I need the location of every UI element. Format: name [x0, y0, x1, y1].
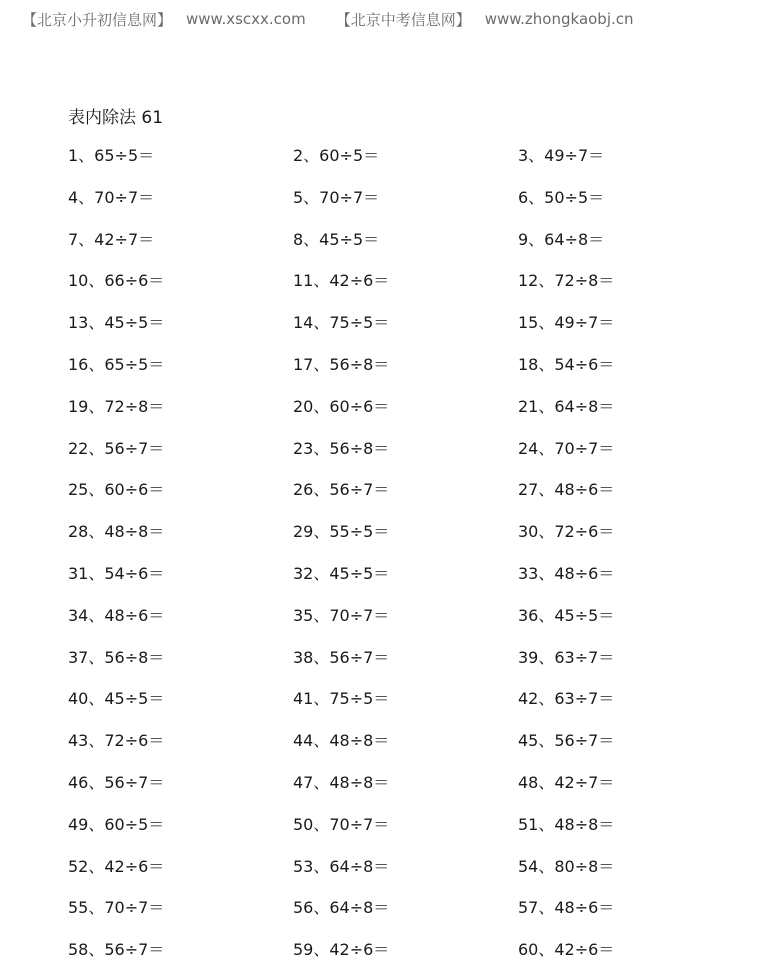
problem-item: 4、70÷7＝	[68, 187, 155, 207]
problem-item: 57、48÷6＝	[518, 898, 615, 918]
problem-item: 32、45÷5＝	[293, 563, 390, 583]
problem-item: 52、42÷6＝	[68, 856, 165, 876]
problem-item: 21、64÷8＝	[518, 396, 615, 416]
problem-item: 54、80÷8＝	[518, 856, 615, 876]
problem-item: 53、64÷8＝	[293, 856, 390, 876]
problem-item: 58、56÷7＝	[68, 940, 165, 960]
problem-item: 45、56÷7＝	[518, 731, 615, 751]
problem-item: 55、70÷7＝	[68, 898, 165, 918]
problem-grid	[68, 144, 768, 980]
problem-item: 39、63÷7＝	[518, 647, 615, 667]
problem-item: 12、72÷8＝	[518, 271, 615, 291]
problem-item: 5、70÷7＝	[293, 187, 380, 207]
page-title: 表内除法 61	[68, 108, 164, 128]
problem-item: 6、50÷5＝	[518, 187, 605, 207]
header-site-label-xscxx: 【北京小升初信息网】	[22, 10, 173, 29]
problem-item: 20、60÷6＝	[293, 396, 390, 416]
problem-item: 3、49÷7＝	[518, 146, 605, 165]
problem-item: 38、56÷7＝	[293, 647, 390, 667]
problem-item: 18、54÷6＝	[518, 354, 615, 374]
problem-item: 60、42÷6＝	[518, 940, 615, 960]
problem-item: 10、66÷6＝	[68, 271, 165, 291]
problem-item: 28、48÷8＝	[68, 522, 165, 542]
problem-item: 13、45÷5＝	[68, 313, 165, 333]
problem-item: 34、48÷6＝	[68, 605, 165, 625]
problem-item: 8、45÷5＝	[293, 229, 380, 249]
problem-item: 29、55÷5＝	[293, 522, 390, 542]
problem-item: 27、48÷6＝	[518, 480, 615, 500]
problem-item: 7、42÷7＝	[68, 229, 155, 249]
problem-item: 46、56÷7＝	[68, 772, 165, 792]
problem-item: 15、49÷7＝	[518, 313, 615, 333]
problem-item: 17、56÷8＝	[293, 354, 390, 374]
problem-item: 43、72÷6＝	[68, 731, 165, 751]
problem-item: 11、42÷6＝	[293, 271, 390, 291]
problem-item: 50、70÷7＝	[293, 814, 390, 834]
problem-item: 40、45÷5＝	[68, 689, 165, 709]
problem-item: 51、48÷8＝	[518, 814, 615, 834]
page-header	[22, 8, 781, 30]
problem-item: 14、75÷5＝	[293, 313, 390, 333]
header-link-xscxx[interactable]: www.xscxx.com	[186, 10, 306, 28]
problem-item: 19、72÷8＝	[68, 396, 165, 416]
problem-item: 44、48÷8＝	[293, 731, 390, 751]
problem-item: 41、75÷5＝	[293, 689, 390, 709]
problem-item: 42、63÷7＝	[518, 689, 615, 709]
problem-item: 37、56÷8＝	[68, 647, 165, 667]
problem-item: 56、64÷8＝	[293, 898, 390, 918]
problem-item: 47、48÷8＝	[293, 772, 390, 792]
problem-item: 33、48÷6＝	[518, 563, 615, 583]
problem-item: 2、60÷5＝	[293, 146, 380, 165]
header-site-label-zhongkaobj: 【北京中考信息网】	[335, 10, 471, 29]
problem-item: 9、64÷8＝	[518, 229, 605, 249]
problem-item: 59、42÷6＝	[293, 940, 390, 960]
problem-item: 48、42÷7＝	[518, 772, 615, 792]
problem-item: 35、70÷7＝	[293, 605, 390, 625]
problem-item: 36、45÷5＝	[518, 605, 615, 625]
problem-item: 26、56÷7＝	[293, 480, 390, 500]
problem-item: 30、72÷6＝	[518, 522, 615, 542]
problem-item: 25、60÷6＝	[68, 480, 165, 500]
problem-item: 1、65÷5＝	[68, 146, 155, 165]
problem-item: 31、54÷6＝	[68, 563, 165, 583]
problem-item: 16、65÷5＝	[68, 354, 165, 374]
problem-item: 23、56÷8＝	[293, 438, 390, 458]
problem-item: 49、60÷5＝	[68, 814, 165, 834]
problem-item: 22、56÷7＝	[68, 438, 165, 458]
problem-item: 24、70÷7＝	[518, 438, 615, 458]
header-link-zhongkaobj[interactable]: www.zhongkaobj.cn	[484, 10, 634, 28]
